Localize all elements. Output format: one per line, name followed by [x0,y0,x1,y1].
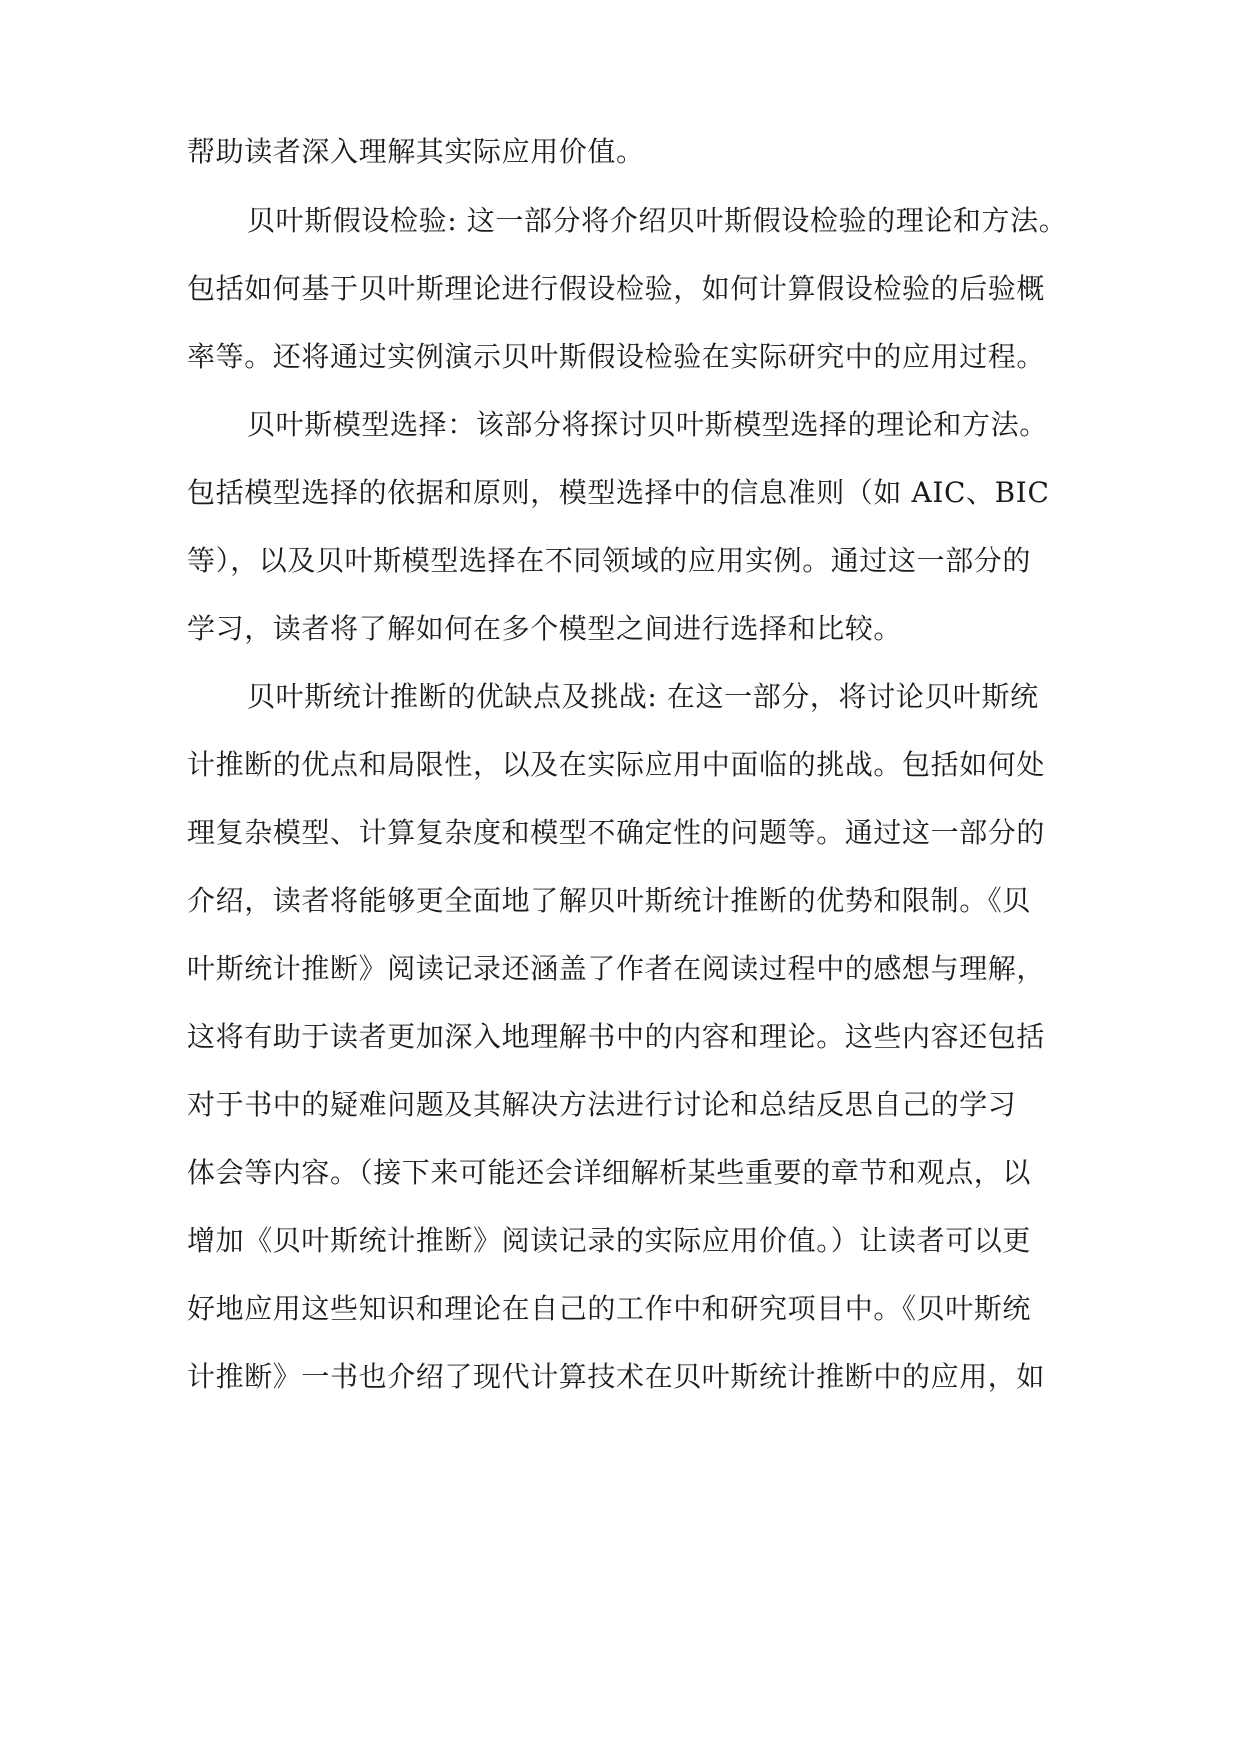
text-line: 叶斯统计推断》阅读记录还涵盖了作者在阅读过程中的感想与理解， [187,952,1046,985]
text-line: 体会等内容。（接下来可能还会详细解析某些重要的章节和观点，以 [187,1156,1032,1189]
text-line: 这将有助于读者更加深入地理解书中的内容和理论。这些内容还包括 [187,1020,1046,1053]
text-line: 计推断的优点和局限性，以及在实际应用中面临的挑战。包括如何处 [187,748,1046,781]
paragraph-model-selection-start: 贝叶斯模型选择：该部分将探讨贝叶斯模型选择的理论和方法。 [247,408,1048,441]
text-line: 率等。还将通过实例演示贝叶斯假设检验在实际研究中的应用过程。 [187,340,1046,373]
text-line: 学习，读者将了解如何在多个模型之间进行选择和比较。 [187,612,903,645]
text-line: 理复杂模型、计算复杂度和模型不确定性的问题等。通过这一部分的 [187,816,1046,849]
text-line: 包括如何基于贝叶斯理论进行假设检验，如何计算假设检验的后验概 [187,272,1046,305]
text-line: 计推断》一书也介绍了现代计算技术在贝叶斯统计推断中的应用，如 [187,1360,1046,1393]
text-line: 好地应用这些知识和理论在自己的工作中和研究项目中。《贝叶斯统 [187,1292,1032,1325]
text-line: 对于书中的疑难问题及其解决方法进行讨论和总结反思自己的学习 [187,1088,1017,1121]
paragraph-pros-cons-start: 贝叶斯统计推断的优缺点及挑战: 在这一部分，将讨论贝叶斯统 [247,680,1039,713]
text-line: 包括模型选择的依据和原则，模型选择中的信息准则（如 AIC、BIC [187,476,1050,509]
text-line: 帮助读者深入理解其实际应用价值。 [187,135,645,168]
text-line: 介绍，读者将能够更全面地了解贝叶斯统计推断的优势和限制。《贝 [187,884,1032,917]
paragraph-hypothesis-testing-start: 贝叶斯假设检验: 这一部分将介绍贝叶斯假设检验的理论和方法。 [247,204,1068,237]
text-line: 增加《贝叶斯统计推断》阅读记录的实际应用价值。）让读者可以更 [187,1224,1032,1257]
text-line: 等），以及贝叶斯模型选择在不同领域的应用实例。通过这一部分的 [187,544,1032,577]
